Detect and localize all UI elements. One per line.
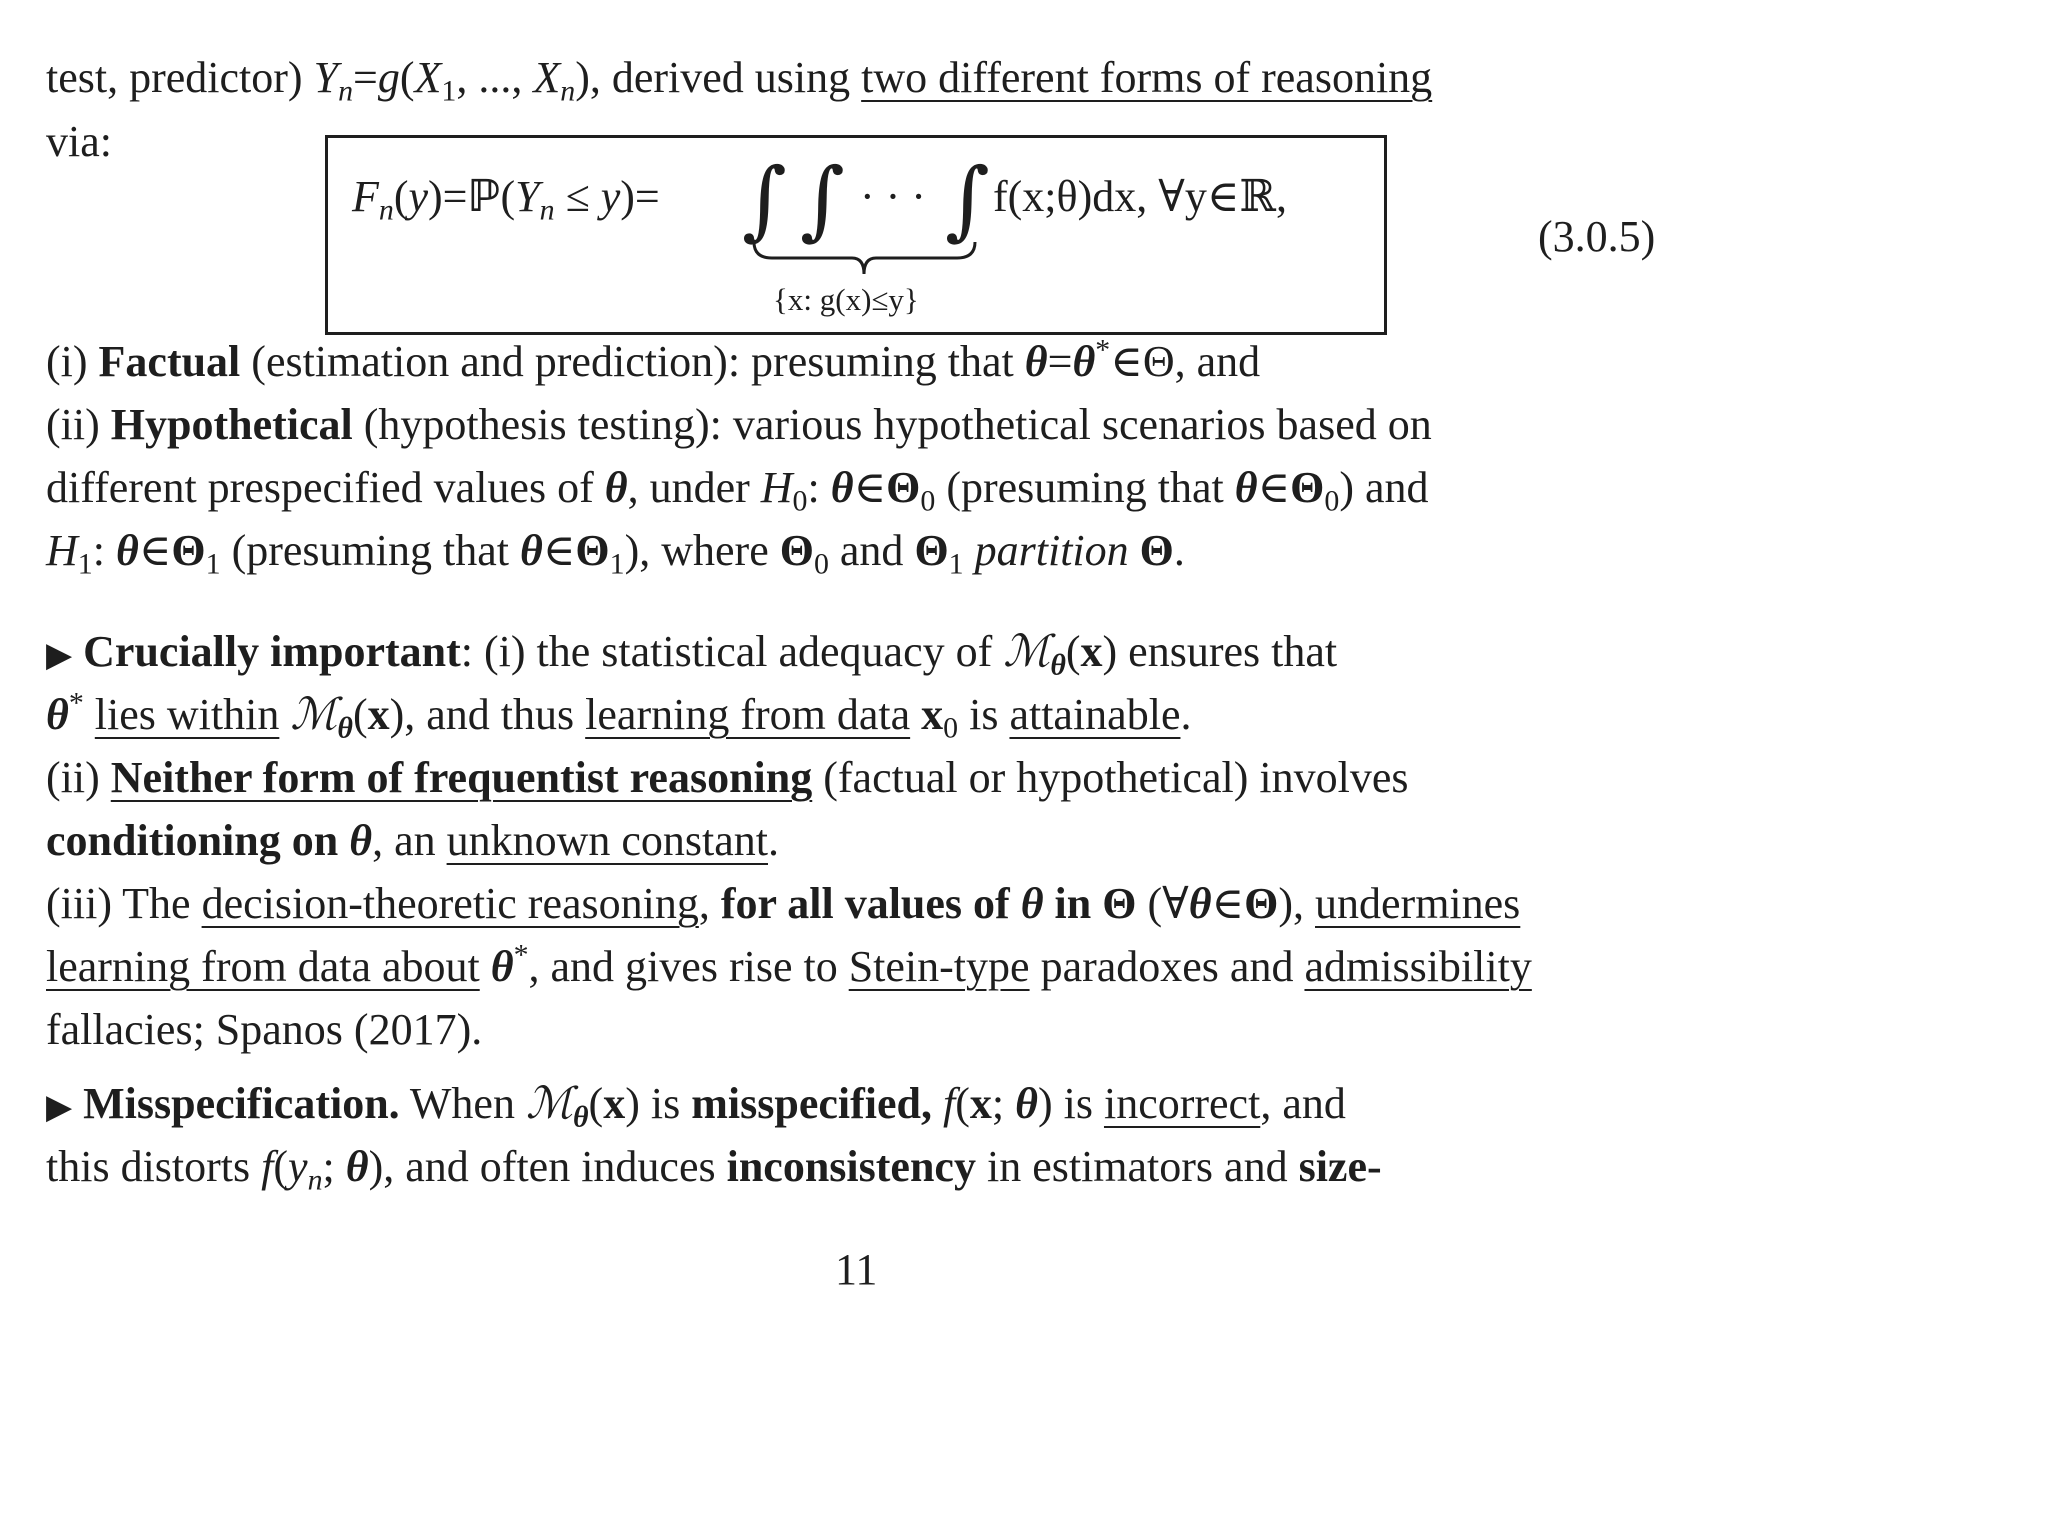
intro-prefix: test, predictor) (46, 53, 303, 102)
crucial-line-3: (ii) Neither form of frequentist reasoning (factual or hypothetical) involves (46, 753, 1409, 802)
triangle-bullet-icon: ▶ (46, 635, 73, 675)
hypothetical-line-3: $H_1$: $\theta\in\Theta_1$ (presuming that $\theta\in\Theta_1$), where $\Theta_0$ and $\Theta_1$ partition Θ. (46, 526, 1185, 581)
misspec-title: Misspecification. (83, 1079, 400, 1128)
crucial-line-7: fallacies; Spanos (2017). (46, 1005, 483, 1054)
crucial-line-4: conditioning on θ, an unknown constant. (46, 816, 779, 865)
equation-number: (3.0.5) (1538, 212, 1656, 261)
hypothetical-line-2: different prespecified values of θ, under $H_0$: $\theta\in\Theta_0$ (presuming that $\theta\in\Theta_0$) and (46, 463, 1429, 518)
crucial-line-6: learning from data about θ*, and gives rise to Stein-type paradoxes and admissibility (46, 938, 1532, 991)
factual-title: Factual (98, 337, 241, 386)
text-line-2: via: (46, 117, 112, 166)
integral-sign-3: ∫ (945, 150, 990, 250)
crucial-line-1: ▶ Crucially important: (i) the statistical adequacy of ℳ$_\theta$(x) ensures that (46, 626, 1338, 682)
page-number: 11 (835, 1245, 878, 1294)
crucial-title: Crucially important (83, 627, 461, 676)
underbrace (752, 240, 977, 276)
factual-line: (i) Factual (estimation and prediction): presuming that θ=θ*∈Θ, and (46, 333, 1261, 386)
misspec-line-2: this distorts $f(y_n$; θ), and often induces inconsistency in estimators and size- (46, 1142, 1382, 1197)
crucial-line-5: (iii) The decision-theoretic reasoning, for all values of θ in Θ (∀θ∈Θ), undermines (46, 879, 1521, 928)
two-forms-reasoning: two different forms of reasoning (861, 53, 1433, 102)
intro-suffix: , derived using (589, 53, 851, 102)
integration-domain: {x: g(x)≤y} (773, 282, 919, 317)
equation-integrand: f(x;θ)dx, ∀y∈ℝ, (993, 172, 1287, 221)
text-line-1: test, predictor) $Y_n=g(X_1$, ..., $X_n$), derived using two different forms of reasoning (46, 53, 1433, 108)
triangle-bullet-icon: ▶ (46, 1087, 73, 1127)
integral-sign-1: ∫ (742, 150, 787, 250)
hypothetical-line-1: (ii) Hypothetical (hypothesis testing): various hypothetical scenarios based on (46, 400, 1432, 449)
crucial-line-2: θ* lies within ℳ$_\theta$(x), and thus learning from data $x_0$ is attainable. (46, 686, 1192, 745)
integral-sign-2: ∫ (800, 150, 845, 250)
equation-dots: · · · (860, 172, 926, 221)
equation-lhs: $F_n(y)=ℙ(Y_n \le y)=$ (352, 171, 660, 227)
misspec-line-1: ▶ Misspecification. When ℳ$_\theta$(x) is misspecified, f(x; θ) is incorrect, and (46, 1078, 1346, 1134)
hypothetical-title: Hypothetical (110, 400, 353, 449)
